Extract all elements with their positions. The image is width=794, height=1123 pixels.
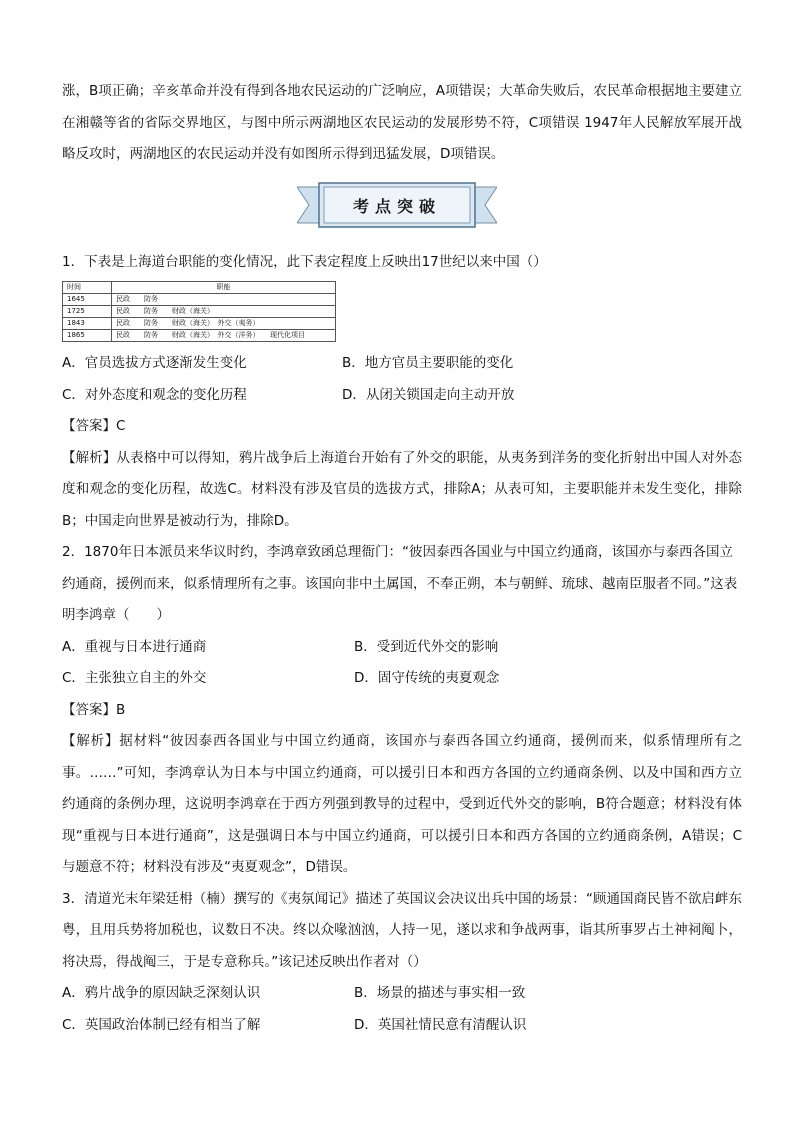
section-banner: [62, 177, 742, 243]
option-d: D．英国社情民意有清醒认识: [354, 1016, 527, 1033]
analysis: 【解析】据材料“彼因泰西各国业与中国立约通商，该国亦与泰西各国立约通商，援例而来，似系情理所有之事。……”可知，李鸿章认为日本与中国立约通商，可以援引日本和西方各国的立约通商条例、以及中国和西方立约通商的条例办理，这说明李鸿章在于西方列强到教导的过程中，受到近代外交的影响，B符合题意；材料没有体现“重视与日本进行通商”，这是强调日本与中国立约通商，可以援引日本和西方各国的立约通商条例，A错误；C与题意不符；材料没有涉及“夷夏观念”，D错误。: [62, 733, 742, 875]
analysis: 【解析】从表格中可以得知，鸦片战争后上海道台开始有了外交的职能，从夷务到洋务的变化折射出中国人对外态度和观念的变化历程，故选C。材料没有涉及官员的选拔方式，排除A；从表可知，主要职能并未发生变化，排除B；中国走向世界是被动行为，排除D。: [62, 449, 742, 529]
option-c: C．主张独立自主的外交: [62, 670, 207, 686]
question-3: [62, 884, 742, 1042]
table-cell: 民政 防务: [112, 294, 336, 306]
table-cell: 1645: [63, 294, 112, 306]
duties-table-wrap: [62, 281, 742, 342]
table-header-row: [63, 282, 336, 294]
banner-title: 考点突破: [352, 196, 441, 216]
table-row: [63, 306, 336, 318]
answer: 【答案】C: [62, 418, 126, 434]
option-a: A．鸦片战争的原因缺乏深刻认识: [62, 985, 261, 1001]
option-d: D．从闭关锁国走向主动开放: [342, 386, 515, 403]
option-b: B．受到近代外交的影响: [354, 638, 499, 655]
question-1: [62, 247, 742, 538]
table-cell: 民政 防务 财政（海关） 外交（夷务）: [112, 318, 336, 330]
option-c: C．英国政治体制已经有相当了解: [62, 1016, 261, 1033]
option-b: B．地方官员主要职能的变化: [342, 355, 514, 371]
table-header: 时间: [63, 282, 112, 294]
option-b: B．场景的描述与事实相一致: [354, 985, 526, 1001]
options: [62, 978, 742, 1041]
table-row: [63, 294, 336, 306]
option-d: D．固守传统的夷夏观念: [354, 670, 500, 686]
document-page: [62, 76, 742, 1041]
options: [62, 348, 742, 411]
option-a: A．重视与日本进行通商: [62, 638, 207, 655]
question-stem: 3．清道光末年梁廷枏（楠）撰写的《夷氛闻记》描述了英国议会决议出兵中国的场景：“顾通国商民皆不欲启衅东粤，且用兵势将加税也，议数日不决。终以众喙汹汹，人持一见，遂以求和争战两事，诣其所事罗占土神祠阄卜，将决焉，得战阄三，于是专意称兵。”该记述反映出作者对（）: [62, 890, 742, 970]
table-row: [63, 318, 336, 330]
table-cell: 1725: [63, 306, 112, 318]
option-a: A．官员选拔方式逐渐发生变化: [62, 355, 247, 371]
question-stem: 1．下表是上海道台职能的变化情况，此下表定程度上反映出17世纪以来中国（）: [62, 253, 547, 270]
options: [62, 632, 742, 695]
question-2: [62, 537, 742, 884]
question-stem: 2．1870年日本派员来华议时约，李鸿章致函总理衙门：“彼因泰西各国业与中国立约通商，该国亦与泰西各国立约通商，援例而来，似系情理所有之事。该国向非中土属国，不奉正朔，本与朝鲜、琉球、越南臣服者不同。”这表明李鸿章（ ）: [62, 544, 738, 623]
intro-paragraph: 涨，B项正确；辛亥革命并没有得到各地农民运动的广泛响应，A项错误；大革命失败后，农民革命根据地主要建立在湘赣等省的省际交界地区，与图中所示两湖地区农民运动的发展形势不符，C项错误 1947年人民解放军展开战略反攻时，两湖地区的农民运动并没有如图所示得到迅猛发展，D项错误。: [62, 83, 742, 162]
table-cell: 民政 防务 财政（海关） 外交（洋务） 现代化项目: [112, 330, 336, 342]
table-cell: 1865: [63, 330, 112, 342]
table-cell: 民政 防务 财政（海关）: [112, 306, 336, 318]
table-header: 职能: [112, 282, 336, 294]
duties-table: [62, 281, 336, 342]
table-row: [63, 330, 336, 342]
option-c: C．对外态度和观念的变化历程: [62, 386, 247, 403]
answer: 【答案】B: [62, 701, 126, 718]
table-cell: 1843: [63, 318, 112, 330]
